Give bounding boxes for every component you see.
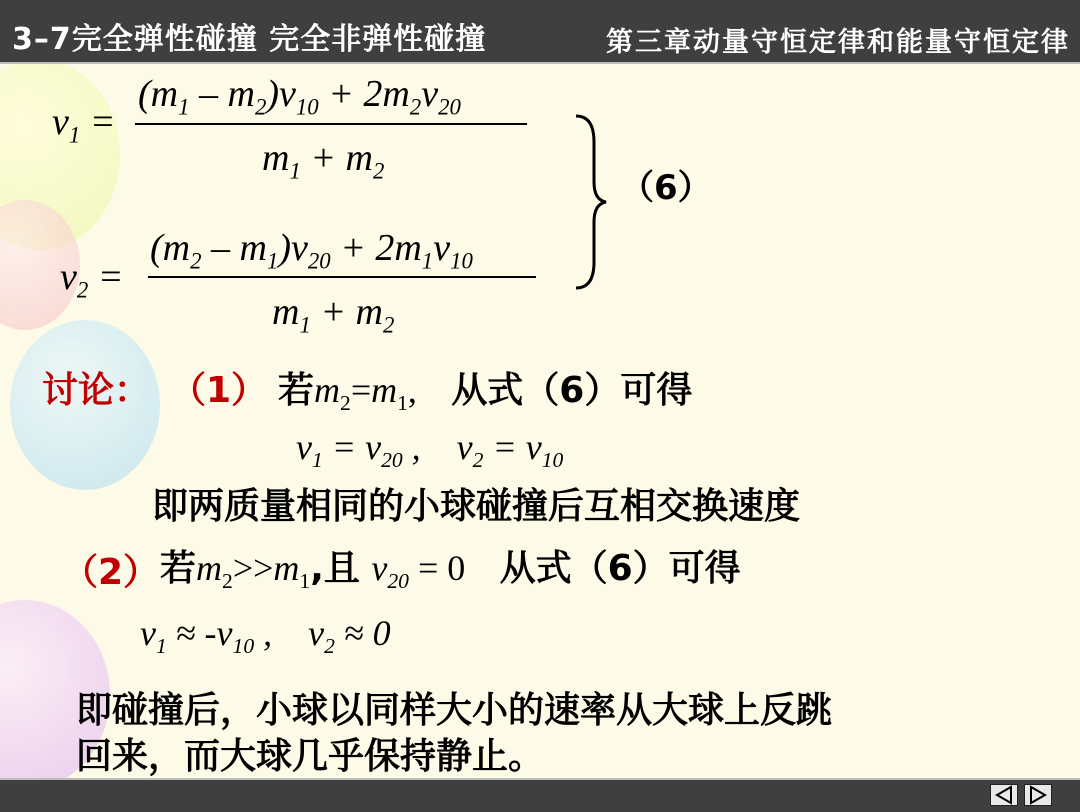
case1-result: $v_1 = v_{20}$ , $v_2 = v_{10}$ [296,427,564,473]
v1-fraction-bar [135,123,527,125]
chapter-title: 第三章动量守恒定律和能量守恒定律 [606,27,1070,58]
section-title: 3–7完全弹性碰撞 完全非弹性碰撞 [12,22,487,57]
case1-text: 若$m_2=m_1$, 从式（6）可得 [278,370,693,416]
v2-denominator: $m_1 + m_2$ [272,291,395,338]
v1-denominator: $m_1 + m_2$ [262,137,385,184]
v2-lhs: $v_2$ = [60,256,124,303]
discussion-heading: 讨论： [42,370,151,411]
next-slide-button[interactable] [1024,784,1052,806]
triangle-right-icon [1025,785,1051,805]
v2-fraction-bar [148,276,536,278]
v1-numerator: $(m_1 - m_2)v_{10} + 2m_2v_{20}$ [138,73,461,120]
triangle-left-icon [991,785,1017,805]
case2-text: 若$m_2>>m_1$,且 $v_{20} = 0$ 从式（6）可得 [160,548,741,594]
case2-conclusion-line2: 回来，而大球几乎保持静止。 [76,736,545,777]
case1-label: （1） [170,370,268,411]
case2-label: （2） [62,552,160,593]
right-brace [572,112,612,292]
v1-lhs: $v_1$ = [52,101,116,148]
slide-header [0,0,1080,64]
slide-footer [0,778,1080,812]
case2-conclusion-line1: 即碰撞后，小球以同样大小的速率从大球上反跳 [76,690,833,731]
equation-label: （6） [620,168,712,208]
case1-conclusion: 即两质量相同的小球碰撞后互相交换速度 [152,486,801,527]
prev-slide-button[interactable] [990,784,1018,806]
case2-result: $v_1 \approx -v_{10}$ , $v_2 \approx 0$ [140,613,391,659]
v2-numerator: $(m_2 - m_1)v_{20} + 2m_1v_{10}$ [150,227,473,274]
